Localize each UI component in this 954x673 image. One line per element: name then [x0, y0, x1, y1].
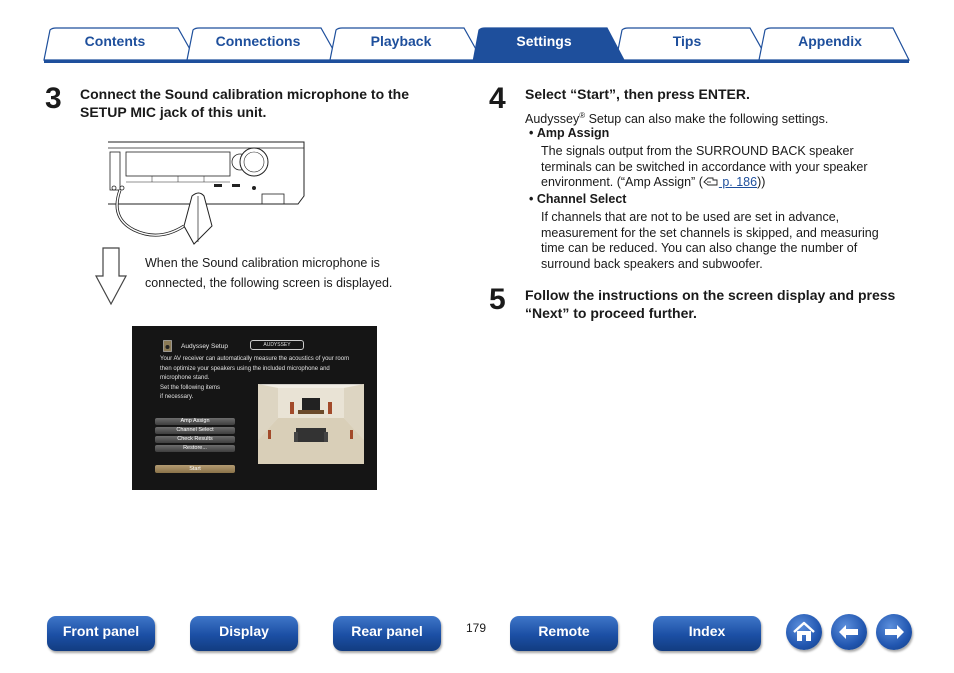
step-number: 4: [489, 82, 506, 115]
step-heading: [525, 286, 895, 322]
room-illustration: [258, 384, 364, 464]
tab-contents[interactable]: Contents: [84, 33, 146, 49]
bullet-line-with-link: [541, 175, 868, 191]
step-heading-line: SETUP MIC jack of this unit.: [80, 104, 267, 120]
bullet-line: If channels that are not to be used are set in advance,: [541, 210, 840, 224]
bullet-line: measurement for the set channels is skipped, and measuring: [541, 225, 879, 240]
step-heading-line: Follow the instructions on the screen display and press: [525, 287, 896, 303]
step-number: 3: [45, 82, 62, 115]
receiver-microphone-illustration: [104, 138, 314, 250]
step-heading: Select “Start”, then press ENTER.: [525, 86, 750, 102]
step-heading-line: Connect the Sound calibration microphone to the: [80, 86, 410, 102]
tab-playback[interactable]: Playback: [370, 33, 432, 49]
caption-line: When the Sound calibration microphone is: [145, 256, 380, 270]
channel-select-button[interactable]: Channel Select: [155, 427, 235, 434]
bullet-line: The signals output from the SURROUND BACK speaker: [541, 144, 854, 158]
bullet-amp-assign: [529, 126, 609, 140]
back-button[interactable]: [831, 614, 867, 650]
caption: [145, 254, 392, 293]
bullet-amp-assign-body: [541, 144, 868, 191]
remote-button[interactable]: Remote: [510, 616, 618, 651]
intro-prefix: Audyssey: [525, 112, 580, 127]
back-arrow-icon: [831, 614, 867, 650]
page-reference-icon: [703, 176, 719, 187]
audyssey-logo: AUDYSSEY: [250, 340, 304, 350]
screen-paragraph: Your AV receiver can automatically measure the acoustics of your room then optimize your speakers using the included microphone and microphone stand.: [160, 356, 350, 381]
tab-underline: [44, 60, 909, 63]
registered-mark: ®: [579, 111, 586, 120]
tab-settings[interactable]: Settings: [516, 33, 572, 49]
bullet-line: terminals can be switched in accordance with your speaker: [541, 159, 868, 174]
screen-instruction: Set the following items: [160, 384, 221, 391]
check-results-button[interactable]: Check Results: [155, 436, 235, 443]
page-186-link[interactable]: p. 186: [718, 175, 758, 189]
step-number: 5: [489, 283, 506, 316]
tab-appendix[interactable]: Appendix: [798, 33, 862, 49]
screen-title: Audyssey Setup: [181, 343, 228, 350]
bullet-dot: •: [529, 192, 537, 206]
forward-button[interactable]: [876, 614, 912, 650]
audyssey-setup-screen: [132, 326, 377, 490]
start-button[interactable]: Start: [155, 465, 235, 473]
forward-arrow-icon: [876, 614, 912, 650]
rear-panel-button[interactable]: Rear panel: [333, 616, 441, 651]
screen-instruction: if necessary.: [160, 394, 194, 400]
amp-assign-button[interactable]: Amp Assign: [155, 418, 235, 425]
down-arrow-icon: [94, 246, 128, 306]
tab-shapes: [0, 0, 954, 64]
bullet-line: time can be reduced. You can also change the number of: [541, 241, 858, 255]
bullet-title: Channel Select: [536, 192, 627, 206]
audyssey-icon: [163, 340, 172, 352]
home-icon: [786, 614, 822, 650]
bullet-title: Amp Assign: [536, 126, 610, 140]
bullet-line-prefix: environment. (“Amp Assign” (: [541, 175, 703, 189]
step-heading-line: “Next” to proceed further.: [525, 305, 697, 321]
bullet-line: surround back speakers and subwoofer.: [541, 256, 763, 271]
tab-connections[interactable]: Connections: [215, 33, 301, 49]
display-button[interactable]: Display: [190, 616, 298, 651]
home-button[interactable]: [786, 614, 822, 650]
bullet-channel-select-body: [541, 210, 879, 272]
front-panel-button[interactable]: Front panel: [47, 616, 155, 651]
intro-suffix: Setup can also make the following settings.: [585, 112, 829, 127]
restore-button[interactable]: Restore...: [155, 445, 235, 452]
caption-line: connected, the following screen is displayed.: [145, 275, 393, 290]
tab-bar: [0, 0, 954, 64]
bullet-channel-select: [529, 192, 626, 206]
index-button[interactable]: Index: [653, 616, 761, 651]
step-heading: [80, 85, 409, 121]
bullet-dot: •: [529, 126, 537, 140]
page-number: 179: [466, 621, 487, 635]
bullet-line-suffix: )): [757, 175, 766, 189]
tab-tips[interactable]: Tips: [672, 33, 702, 49]
step-intro: [525, 108, 828, 128]
